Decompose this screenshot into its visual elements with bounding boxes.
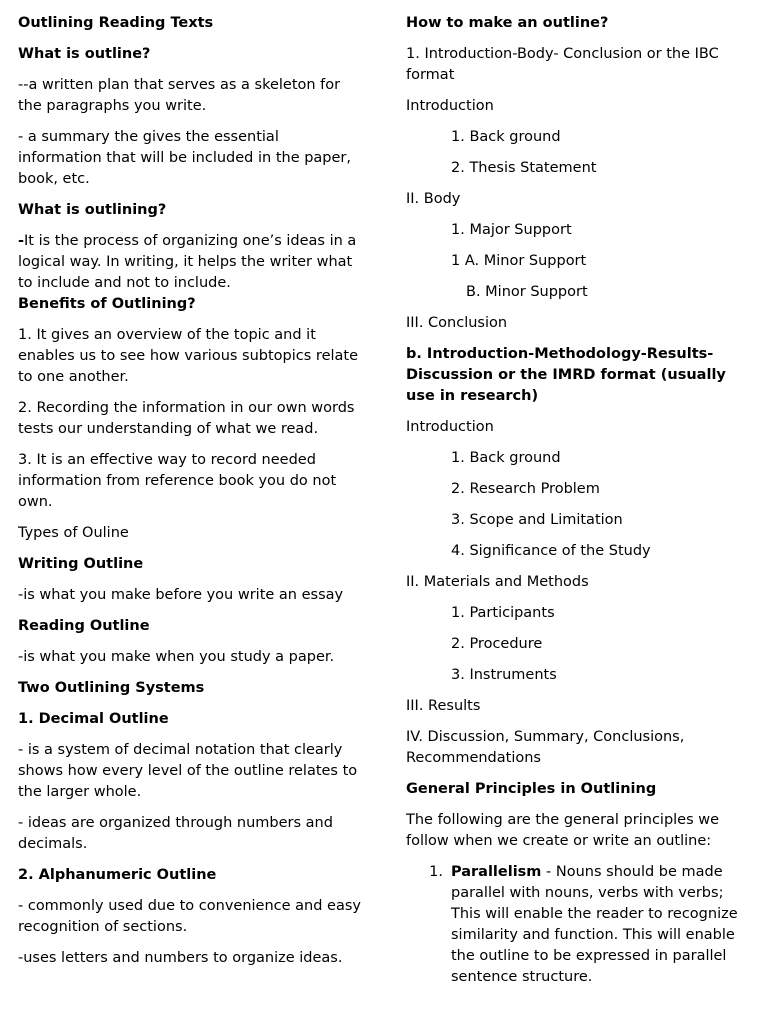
writing-outline-heading: Writing Outline — [18, 556, 144, 572]
imrd-introduction: Introduction — [406, 419, 494, 435]
alphanumeric-outline-definition-1: - commonly used due to convenience and easy recognition of sections. — [18, 898, 361, 935]
decimal-outline-heading: 1. Decimal Outline — [18, 711, 169, 727]
benefit-item: 3. It is an effective way to record needed information from reference book you do not own. — [18, 452, 337, 510]
outline-definition-2: - a summary the gives the essential information that will be included in the paper, book, etc. — [18, 129, 352, 187]
imrd-materials-item: 2. Procedure — [451, 636, 543, 652]
imrd-results: III. Results — [406, 698, 481, 714]
ibc-intro-item: 1. Back ground — [451, 129, 561, 145]
principle-item-body — [451, 862, 754, 988]
imrd-discussion: IV. Discussion, Summary, Conclusions, Recommendations — [406, 729, 685, 766]
general-principles-intro: The following are the general principles we follow when we create or write an outline: — [406, 812, 720, 849]
document-title: Outlining Reading Texts — [18, 15, 214, 31]
imrd-intro-item: 2. Research Problem — [451, 481, 600, 497]
right-column — [406, 13, 754, 998]
imrd-format-title: b. Introduction-Methodology-Results-Discussion or the IMRD format (usually use in research) — [406, 346, 726, 404]
alphanumeric-outline-heading: 2. Alphanumeric Outline — [18, 867, 217, 883]
reading-outline-definition: -is what you make when you study a paper. — [18, 649, 335, 665]
benefit-item: 2. Recording the information in our own words tests our understanding of what we read. — [18, 400, 355, 437]
what-is-outline-heading: What is outline? — [18, 46, 151, 62]
imrd-materials-item: 1. Participants — [451, 605, 555, 621]
reading-outline-heading: Reading Outline — [18, 618, 150, 634]
general-principles-heading: General Principles in Outlining — [406, 781, 657, 797]
outlining-definition-dash: - — [18, 233, 25, 249]
outlining-systems-heading: Two Outlining Systems — [18, 680, 205, 696]
left-column — [18, 13, 363, 979]
ibc-format-title: 1. Introduction-Body- Conclusion or the IBC format — [406, 46, 719, 83]
imrd-intro-item: 1. Back ground — [451, 450, 561, 466]
imrd-materials-methods: II. Materials and Methods — [406, 574, 589, 590]
ibc-minor-support-b: B. Minor Support — [466, 284, 588, 300]
writing-outline-definition: -is what you make before you write an essay — [18, 587, 344, 603]
decimal-outline-definition-2: - ideas are organized through numbers and decimals. — [18, 815, 333, 852]
benefit-item: 1. It gives an overview of the topic and it enables us to see how various subtopics relate to one another. — [18, 327, 359, 385]
how-to-outline-heading: How to make an outline? — [406, 15, 609, 31]
ibc-intro-item: 2. Thesis Statement — [451, 160, 597, 176]
benefits-heading: Benefits of Outlining? — [18, 296, 196, 312]
imrd-intro-item: 4. Significance of the Study — [451, 543, 651, 559]
principle-item-term: Parallelism — [451, 864, 542, 880]
ibc-body-item: 1. Major Support — [451, 222, 572, 238]
alphanumeric-outline-definition-2: -uses letters and numbers to organize ideas. — [18, 950, 343, 966]
ibc-conclusion: III. Conclusion — [406, 315, 508, 331]
outline-definition-1: --a written plan that serves as a skeleton for the paragraphs you write. — [18, 77, 341, 114]
what-is-outlining-heading: What is outlining? — [18, 202, 167, 218]
types-of-outline-label: Types of Ouline — [18, 525, 129, 541]
imrd-materials-item: 3. Instruments — [451, 667, 557, 683]
ibc-introduction: Introduction — [406, 98, 494, 114]
imrd-intro-item: 3. Scope and Limitation — [451, 512, 623, 528]
principle-item-parallelism — [406, 862, 754, 988]
principle-item-number: 1. — [429, 864, 443, 880]
ibc-body: II. Body — [406, 191, 461, 207]
ibc-minor-support-a: 1 A. Minor Support — [451, 253, 587, 269]
outlining-definition — [18, 231, 363, 294]
decimal-outline-definition-1: - is a system of decimal notation that clearly shows how every level of the outline relates to the larger whole. — [18, 742, 358, 800]
outlining-definition-text: It is the process of organizing one’s ideas in a logical way. In writing, it helps the writer what to include and not to include. — [18, 233, 357, 291]
principle-item-text: - Nouns should be made parallel with nouns, verbs with verbs; This will enable the reader to recognize similarity and function. This will enable the outline to be expressed in parallel sentence structure. — [451, 864, 738, 985]
